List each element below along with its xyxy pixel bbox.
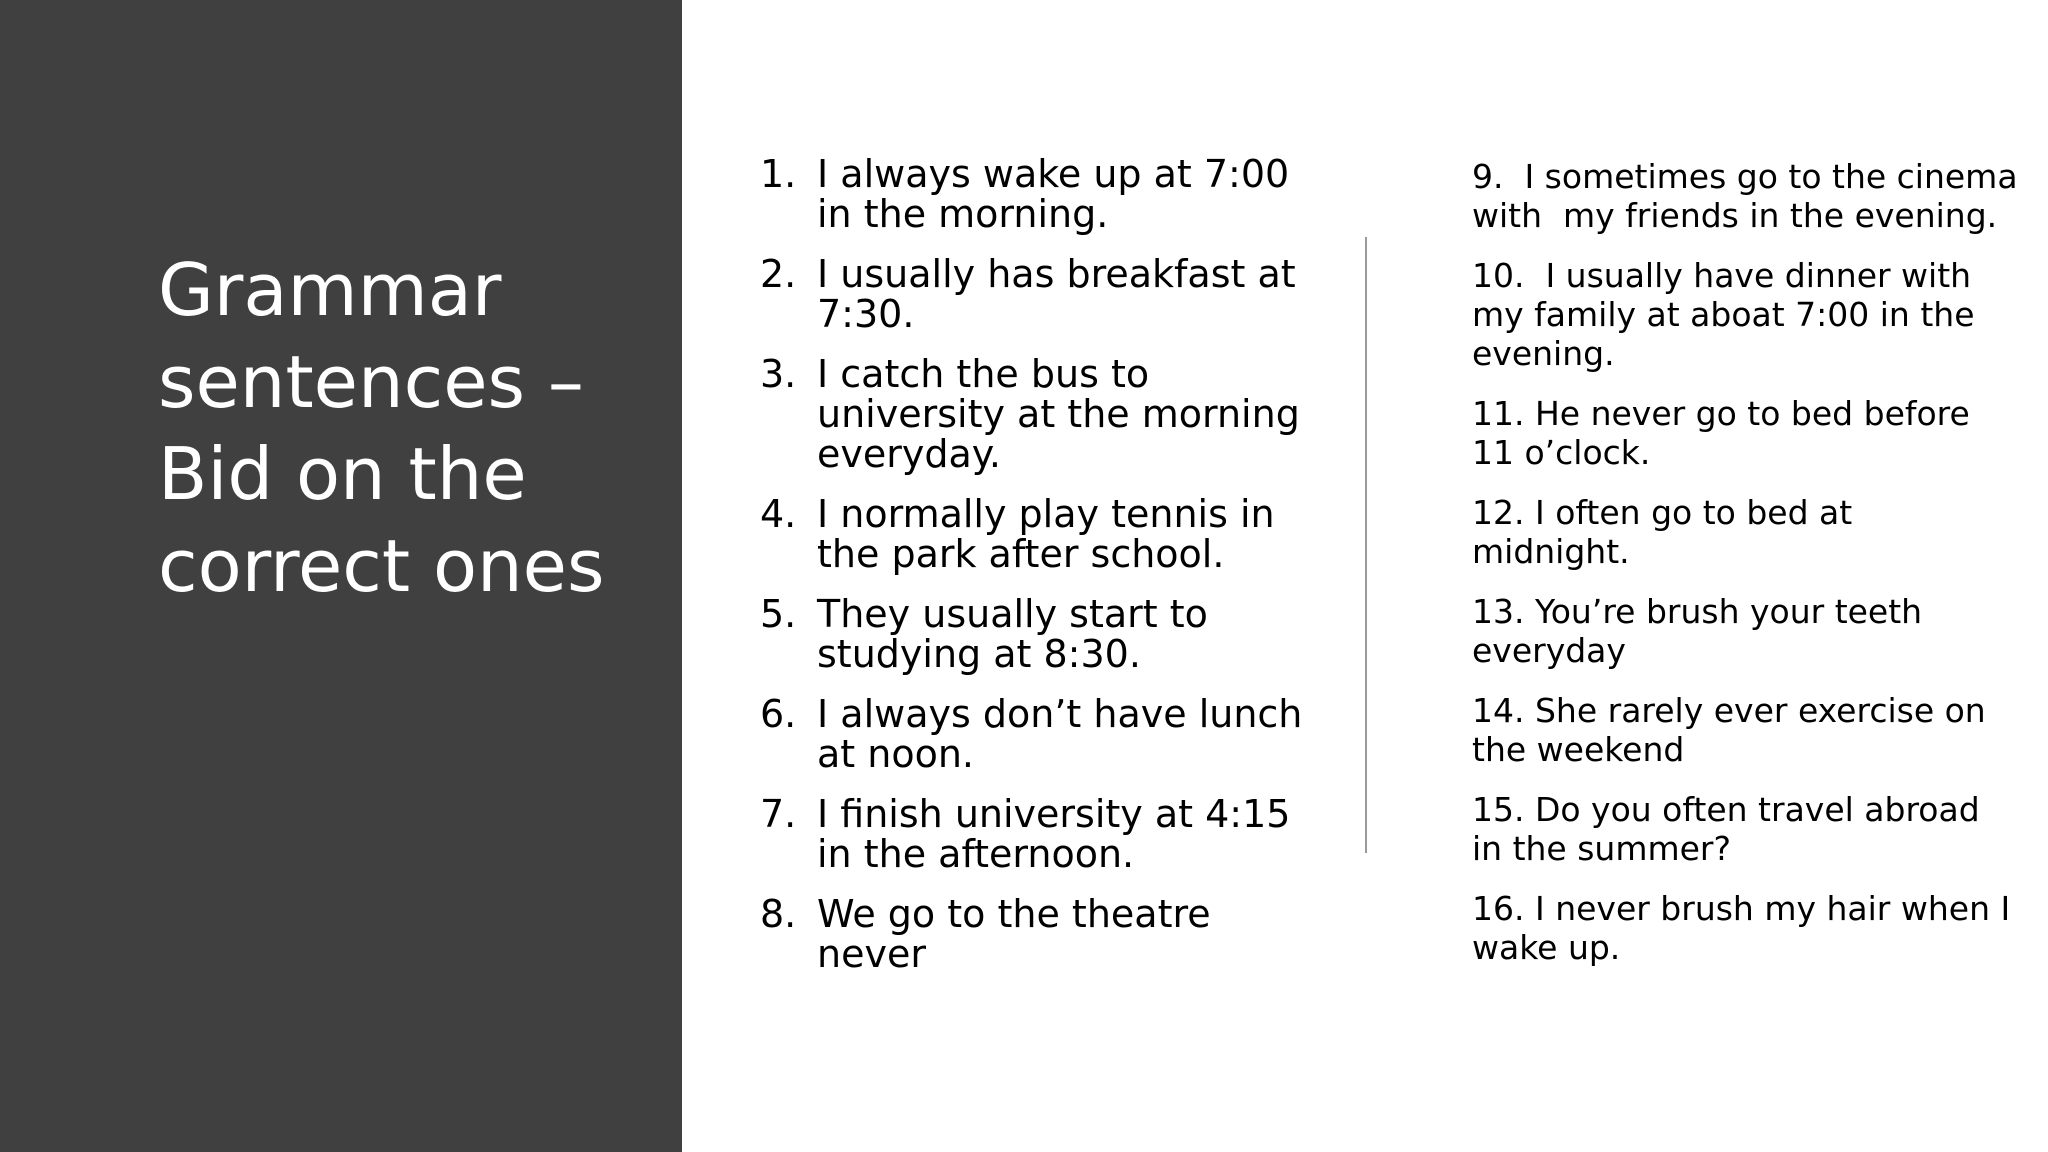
sentence-line: I always wake up at 7:00 (817, 152, 1290, 196)
sentence-line: never (817, 932, 926, 976)
sentence-item (760, 494, 1320, 574)
sentence-number: 1. (760, 152, 797, 196)
sentence-line: evening. (1472, 334, 1615, 373)
sentence-line: 13. You’re brush your teeth (1472, 592, 1923, 631)
sentence-line: 7:30. (817, 292, 915, 336)
sentence-item (1472, 256, 2032, 373)
sentence-line: studying at 8:30. (817, 632, 1141, 676)
slide-title-line: Grammar (158, 248, 502, 332)
sentence-line: everyday (1472, 631, 1626, 670)
sentence-number: 5. (760, 592, 797, 636)
sentence-item (1472, 394, 2032, 472)
sentence-line: 11. He never go to bed before (1472, 394, 1970, 433)
sentence-item (1472, 592, 2032, 670)
sentence-item (760, 694, 1320, 774)
slide-title-line: Bid on the (158, 432, 527, 516)
sentence-number: 6. (760, 692, 797, 736)
sentence-line: my family at aboat 7:00 in the (1472, 295, 1975, 334)
sentence-item (760, 254, 1320, 334)
sentence-list-right (1472, 157, 2032, 988)
sentence-line: 11 o’clock. (1472, 433, 1651, 472)
sentence-item (1472, 493, 2032, 571)
sentence-number: 4. (760, 492, 797, 536)
sentence-line: 9. I sometimes go to the cinema (1472, 157, 2018, 196)
sentence-line: with my friends in the evening. (1472, 196, 1998, 235)
column-divider (1365, 237, 1367, 853)
sentence-line: I catch the bus to (817, 352, 1150, 396)
sentence-number: 2. (760, 252, 797, 296)
sentence-line: We go to the theatre (817, 892, 1211, 936)
sentence-line: 10. I usually have dinner with (1472, 256, 1972, 295)
sentence-line: I usually has breakfast at (817, 252, 1296, 296)
sentence-line: at noon. (817, 732, 975, 776)
sentence-line: They usually start to (817, 592, 1208, 636)
sentence-item (1472, 790, 2032, 868)
slide-title-line: correct ones (158, 524, 605, 608)
sentence-item (760, 594, 1320, 674)
sentence-number: 8. (760, 892, 797, 936)
slide-title (158, 244, 658, 612)
sentence-item (760, 154, 1320, 234)
sentence-line: everyday. (817, 432, 1001, 476)
sentence-line: 12. I often go to bed at (1472, 493, 1853, 532)
sentence-line: I finish university at 4:15 (817, 792, 1291, 836)
sentence-number: 7. (760, 792, 797, 836)
sentence-number: 3. (760, 352, 797, 396)
sentence-item (1472, 889, 2032, 967)
sentence-line: the weekend (1472, 730, 1685, 769)
sentence-line: in the afternoon. (817, 832, 1135, 876)
sentence-item (760, 354, 1320, 474)
sentence-list-left (760, 154, 1320, 994)
sentence-line: the park after school. (817, 532, 1225, 576)
sentence-item (760, 894, 1320, 974)
sentence-line: wake up. (1472, 928, 1621, 967)
title-panel (0, 0, 682, 1152)
sentence-line: midnight. (1472, 532, 1630, 571)
sentence-line: university at the morning (817, 392, 1300, 436)
sentence-item (1472, 691, 2032, 769)
slide-title-line: sentences – (158, 340, 584, 424)
sentence-line: 14. She rarely ever exercise on (1472, 691, 1986, 730)
sentence-line: in the summer? (1472, 829, 1732, 868)
sentence-line: I always don’t have lunch (817, 692, 1303, 736)
sentence-item (1472, 157, 2032, 235)
sentence-line: I normally play tennis in (817, 492, 1275, 536)
sentence-line: in the morning. (817, 192, 1109, 236)
sentence-line: 16. I never brush my hair when I (1472, 889, 2011, 928)
sentence-item (760, 794, 1320, 874)
sentence-line: 15. Do you often travel abroad (1472, 790, 1980, 829)
